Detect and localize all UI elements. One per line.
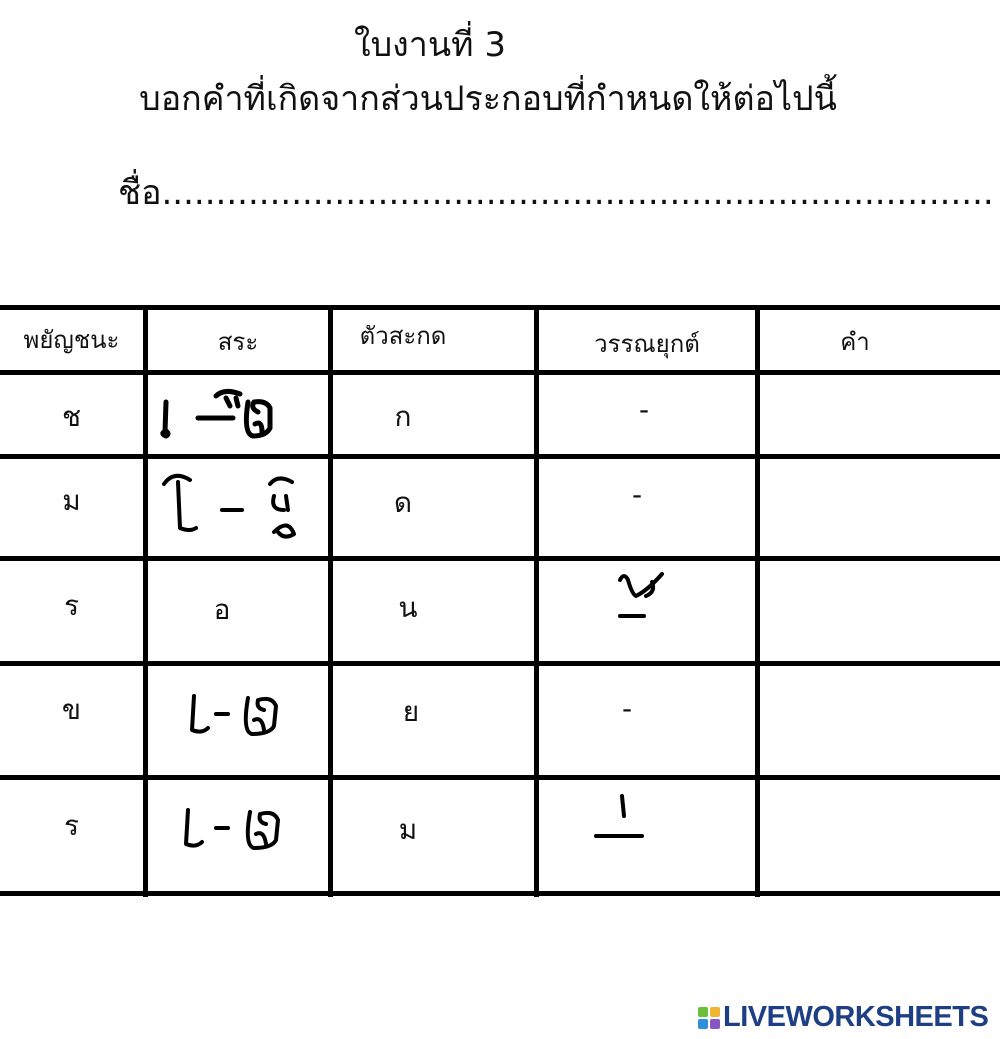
table-border-top bbox=[0, 305, 1000, 310]
column-header-consonant: พยัญชนะ bbox=[23, 326, 120, 354]
table-row-2-tone-mark: - bbox=[631, 478, 643, 511]
table-row-5-final-consonant: ม bbox=[398, 813, 418, 846]
table-row-4-tone-mark: - bbox=[621, 692, 633, 725]
table-border-bottom bbox=[0, 891, 1000, 896]
table-row-4-final-consonant: ย bbox=[402, 695, 420, 728]
table-rule bbox=[0, 370, 1000, 375]
handwritten-vowel-ue-a-icon bbox=[158, 384, 283, 444]
column-header-tone-mark: วรรณยุกต์ bbox=[594, 330, 700, 358]
table-row-2-consonant: ม bbox=[62, 484, 81, 517]
liveworksheets-mark-icon bbox=[698, 1007, 720, 1029]
liveworksheets-logo bbox=[698, 1001, 988, 1034]
table-row-3-vowel: อ bbox=[213, 593, 231, 626]
name-label: ชื่อ bbox=[118, 173, 162, 213]
name-fill-dots: ............................................................................. bbox=[161, 173, 994, 213]
column-header-vowel: สระ bbox=[217, 328, 259, 356]
name-line bbox=[118, 165, 994, 219]
table-row-4-consonant: ข bbox=[61, 693, 82, 726]
table-row-3-consonant: ร bbox=[63, 589, 80, 622]
column-header-final-consonant: ตัวสะกด bbox=[359, 322, 447, 350]
table-rule bbox=[0, 454, 1000, 459]
logo-text: LIVEWORKSHEETS bbox=[723, 1001, 989, 1033]
table-rule bbox=[0, 661, 1000, 666]
table-row-1-tone-mark: - bbox=[638, 393, 650, 426]
table-rule bbox=[0, 775, 1000, 780]
table-rule bbox=[0, 556, 1000, 561]
handwritten-vowel-ae-o-icon bbox=[186, 690, 296, 740]
table-row-5-consonant: ร bbox=[63, 809, 80, 842]
table-row-3-final-consonant: น bbox=[398, 591, 418, 624]
worksheet-title: ใบงานที่ 3 bbox=[354, 25, 506, 65]
table-column-divider bbox=[755, 307, 760, 897]
handwritten-tone-tho-icon bbox=[614, 568, 670, 622]
handwritten-vowel-ae-o-icon bbox=[178, 804, 288, 854]
table-row-2-final-consonant: ด bbox=[393, 486, 413, 519]
table-row-1-final-consonant: ก bbox=[394, 400, 412, 433]
column-header-word: คำ bbox=[840, 328, 870, 356]
table-row-1-consonant: ช bbox=[61, 400, 81, 433]
handwritten-tone-ek-icon bbox=[592, 790, 648, 846]
handwritten-vowel-o-a-icon bbox=[160, 470, 310, 550]
worksheet-instruction: บอกคำที่เกิดจากส่วนประกอบที่กำหนดให้ต่อไปนี้ bbox=[139, 79, 837, 119]
